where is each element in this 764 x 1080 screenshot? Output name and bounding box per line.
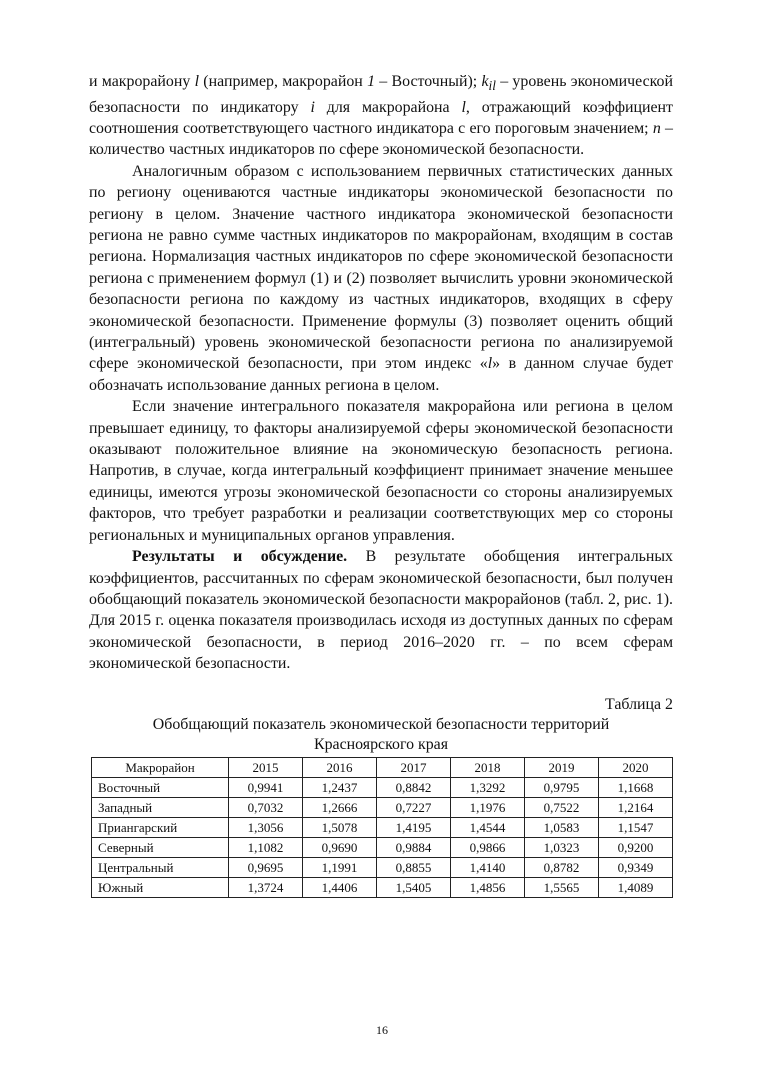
region-cell: Северный <box>92 837 229 857</box>
value-cell: 1,4856 <box>451 877 525 897</box>
region-cell: Южный <box>92 877 229 897</box>
value-cell: 1,2437 <box>303 777 377 797</box>
region-cell: Центральный <box>92 857 229 877</box>
paragraph-2: Аналогичным образом с использованием первичных статистических данных по региону оцениваются частные индикаторы экономической безопасности по региону в целом. Значение частного индикатора экономической безопасности региона не равно сумме частных индикаторов по макрорайонам, входящим в состав региона. Нормализация частных индикаторов по сфере экономической безопасности региона с применением формул (1) и (2) позволяет вычислить уровни экономической безопасности региона по каждому из частных индикаторов, входящих в сферу экономической безопасности. Применение формулы (3) позволяет оценить общий (интегральный) уровень экономической безопасности региона по анализируемой сфере экономической безопасности, при этом индекс «l» в данном случае будет обозначать использование данных региона в целом. <box>89 162 674 394</box>
value-cell: 0,7522 <box>525 797 599 817</box>
value-cell: 1,1991 <box>303 857 377 877</box>
paragraph-4: Результаты и обсуждение. В результате обобщения интегральных коэффициентов, рассчитанных по сферам экономической безопасности, был получен обобщающий показатель экономической безопасности макрорайонов (табл. 2, рис. 1). Для 2015 г. оценка показателя производилась исходя из доступных данных по сферам экономической безопасности, в период 2016–2020 гг. – по всем сферам экономической безопасности. <box>89 548 673 673</box>
table-title-line-2: Красноярского края <box>313 735 449 753</box>
value-cell: 0,9349 <box>599 857 673 877</box>
value-cell: 0,9200 <box>599 837 673 857</box>
value-cell: 0,9866 <box>451 837 525 857</box>
value-cell: 0,8855 <box>377 857 451 877</box>
value-cell: 1,1547 <box>599 817 673 837</box>
value-cell: 1,0583 <box>525 817 599 837</box>
table-header-row <box>92 757 673 777</box>
header-cell: Макрорайон <box>92 757 229 777</box>
region-cell: Приангарский <box>92 817 229 837</box>
value-cell: 1,3292 <box>451 777 525 797</box>
value-cell: 0,9695 <box>229 857 303 877</box>
value-cell: 1,5565 <box>525 877 599 897</box>
value-cell: 0,9941 <box>229 777 303 797</box>
table-row <box>92 817 673 837</box>
table-row <box>92 797 673 817</box>
page-number: 16 <box>376 1023 388 1037</box>
value-cell: 1,4195 <box>377 817 451 837</box>
header-cell: 2016 <box>303 757 377 777</box>
value-cell: 0,9795 <box>525 777 599 797</box>
value-cell: 1,3056 <box>229 817 303 837</box>
value-cell: 1,3724 <box>229 877 303 897</box>
value-cell: 1,1976 <box>451 797 525 817</box>
value-cell: 1,1082 <box>229 837 303 857</box>
value-cell: 0,8842 <box>377 777 451 797</box>
value-cell: 0,8782 <box>525 857 599 877</box>
value-cell: 1,5078 <box>303 817 377 837</box>
value-cell: 1,1668 <box>599 777 673 797</box>
paragraph-1: и макрорайону l (например, макрорайон 1 – Восточный); $k_{il}$ – уровень экономической безопасности по индикатору i для макрорайона l, отражающий коэффициент соотношения соответствующего частного индикатора с его пороговым значением; n – количество частных индикаторов по сфере экономической безопасности. <box>89 73 674 159</box>
value-cell: 1,4089 <box>599 877 673 897</box>
value-cell: 1,4140 <box>451 857 525 877</box>
document-page <box>89 71 673 898</box>
header-cell: 2019 <box>525 757 599 777</box>
value-cell: 0,7032 <box>229 797 303 817</box>
value-cell: 1,2666 <box>303 797 377 817</box>
table-row <box>92 857 673 877</box>
paragraph-3: Если значение интегрального показателя макрорайона или региона в целом превышает единицу, то факторы анализируемой сферы экономической безопасности оказывают положительное влияние на экономическую безопасность региона. Напротив, в случае, когда интегральный коэффициент принимает значение меньшее единицы, имеются угрозы экономической безопасности со стороны анализируемых факторов, что требует разработки и реализации соответствующих мер со стороны региональных и муниципальных органов управления. <box>89 398 673 544</box>
header-cell: 2018 <box>451 757 525 777</box>
region-cell: Восточный <box>92 777 229 797</box>
table-label: Таблица 2 <box>605 695 673 713</box>
body-text <box>89 71 673 675</box>
value-cell: 0,9884 <box>377 837 451 857</box>
data-table <box>91 757 673 898</box>
value-cell: 1,5405 <box>377 877 451 897</box>
results-heading: Результаты и обсуждение. <box>132 548 348 566</box>
table-row <box>92 777 673 797</box>
value-cell: 1,2164 <box>599 797 673 817</box>
header-cell: 2017 <box>377 757 451 777</box>
value-cell: 1,0323 <box>525 837 599 857</box>
value-cell: 1,4406 <box>303 877 377 897</box>
value-cell: 1,4544 <box>451 817 525 837</box>
table-row <box>92 877 673 897</box>
header-cell: 2020 <box>599 757 673 777</box>
value-cell: 0,9690 <box>303 837 377 857</box>
table-row <box>92 837 673 857</box>
region-cell: Западный <box>92 797 229 817</box>
value-cell: 0,7227 <box>377 797 451 817</box>
table-title-line-1: Обобщающий показатель экономической безопасности территорий <box>152 715 610 733</box>
header-cell: 2015 <box>229 757 303 777</box>
